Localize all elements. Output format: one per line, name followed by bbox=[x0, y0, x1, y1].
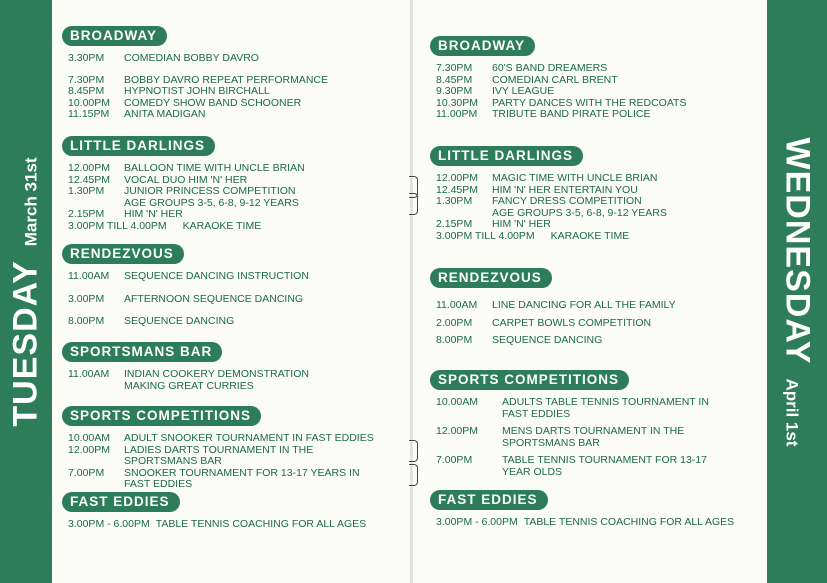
section-rendezvous bbox=[430, 268, 760, 347]
schedule-row: AGE GROUPS 3-5, 6-8, 9-12 YEARS bbox=[124, 196, 299, 209]
section-title: LITTLE DARLINGS bbox=[430, 146, 583, 166]
section-sportsmans-bar bbox=[62, 342, 407, 392]
schedule-row: 9.30PM IVY LEAGUE bbox=[436, 85, 555, 97]
page-fold bbox=[410, 0, 413, 583]
wednesday-band bbox=[767, 0, 827, 583]
schedule-row: 11.00AM INDIAN COOKERY DEMONSTRATION bbox=[68, 368, 309, 380]
schedule-row: 10.00PM COMEDY SHOW BAND SCHOONER bbox=[68, 96, 302, 109]
day-title: WEDNESDAY bbox=[778, 137, 817, 364]
section-sports-competitions bbox=[430, 370, 760, 478]
section-title: SPORTS COMPETITIONS bbox=[62, 406, 261, 426]
staple-bottom-lower bbox=[409, 464, 418, 486]
schedule-row: 11.00AM LINE DANCING FOR ALL THE FAMILY bbox=[436, 299, 676, 311]
schedule-row: 3.00PM - 6.00PM TABLE TENNIS COACHING FOR ALL AGES bbox=[68, 518, 367, 530]
section-title: FAST EDDIES bbox=[430, 490, 548, 510]
schedule-row: 2.15PM HIM 'N' HER bbox=[436, 218, 551, 230]
schedule-row: 3.00PM - 6.00PM TABLE TENNIS COACHING FOR ALL AGES bbox=[436, 516, 735, 528]
section-little-darlings bbox=[430, 146, 760, 242]
schedule-row: SPORTSMANS BAR bbox=[502, 436, 600, 449]
schedule-row: FAST EDDIES bbox=[502, 407, 571, 420]
schedule-row: FAST EDDIES bbox=[124, 478, 193, 490]
schedule-row: 3.00PM TILL 4.00PM KARAOKE TIME bbox=[68, 219, 262, 232]
section-title: SPORTSMANS BAR bbox=[62, 342, 222, 362]
section-title: FAST EDDIES bbox=[62, 492, 180, 512]
schedule-row: 11.15PM ANITA MADIGAN bbox=[68, 108, 206, 120]
schedule-row: AGE GROUPS 3-5, 6-8, 9-12 YEARS bbox=[492, 206, 667, 219]
schedule-row: 3.00PM TILL 4.00PM KARAOKE TIME bbox=[436, 229, 630, 242]
staple-bottom bbox=[409, 440, 418, 462]
staple-top-lower bbox=[409, 193, 418, 215]
schedule-row: 7.00PM TABLE TENNIS TOURNAMENT FOR 13-17 bbox=[436, 454, 707, 466]
day-date: March 31st bbox=[21, 156, 41, 246]
section-title: RENDEZVOUS bbox=[430, 268, 552, 288]
schedule-row: 12.45PM VOCAL DUO HIM 'N' HER bbox=[68, 173, 248, 186]
schedule-row: 11.00AM SEQUENCE DANCING INSTRUCTION bbox=[68, 270, 309, 282]
schedule-row: YEAR OLDS bbox=[502, 465, 563, 478]
tuesday-band bbox=[0, 0, 52, 583]
schedule-row: 2.15PM HIM 'N' HER bbox=[68, 208, 183, 220]
schedule-row: 8.45PM HYPNOTIST JOHN BIRCHALL bbox=[68, 85, 270, 97]
section-fast-eddies bbox=[62, 492, 407, 531]
day-date: April 1st bbox=[782, 377, 802, 446]
schedule-row: 11.00PM TRIBUTE BAND PIRATE POLICE bbox=[436, 108, 651, 120]
section-title: BROADWAY bbox=[430, 36, 535, 56]
schedule-row: 3.30PM COMEDIAN BOBBY DAVRO bbox=[68, 52, 259, 64]
schedule-row: SPORTSMANS BAR bbox=[124, 455, 222, 467]
section-title: LITTLE DARLINGS bbox=[62, 136, 215, 156]
schedule-row: 8.00PM SEQUENCE DANCING bbox=[68, 315, 235, 327]
schedule-row: 10.00AM ADULT SNOOKER TOURNAMENT IN FAST EDDIES bbox=[68, 432, 374, 444]
schedule-row: 12.45PM HIM 'N' HER ENTERTAIN YOU bbox=[436, 183, 638, 196]
schedule-row: MAKING GREAT CURRIES bbox=[124, 379, 254, 392]
section-title: RENDEZVOUS bbox=[62, 244, 184, 264]
section-broadway bbox=[430, 36, 760, 121]
schedule-row: 12.00PM MENS DARTS TOURNAMENT IN THE bbox=[436, 425, 685, 437]
section-rendezvous bbox=[62, 244, 407, 328]
section-little-darlings bbox=[62, 136, 407, 232]
section-fast-eddies bbox=[430, 490, 760, 529]
schedule-row: 7.30PM 60'S BAND DREAMERS bbox=[436, 62, 608, 74]
schedule-row: 8.00PM SEQUENCE DANCING bbox=[436, 334, 603, 346]
schedule-row: 2.00PM CARPET BOWLS COMPETITION bbox=[436, 316, 652, 329]
schedule-row: 10.30PM PARTY DANCES WITH THE REDCOATS bbox=[436, 96, 687, 109]
day-title: TUESDAY bbox=[6, 259, 45, 427]
section-title: SPORTS COMPETITIONS bbox=[430, 370, 629, 390]
schedule-row: 1.30PM JUNIOR PRINCESS COMPETITION bbox=[68, 185, 296, 197]
schedule-row: 12.00PM BALLOON TIME WITH UNCLE BRIAN bbox=[68, 162, 305, 174]
schedule-row: 12.00PM MAGIC TIME WITH UNCLE BRIAN bbox=[436, 172, 658, 184]
section-broadway bbox=[62, 26, 407, 121]
section-sports-competitions bbox=[62, 406, 407, 491]
schedule-row: 3.00PM AFTERNOON SEQUENCE DANCING bbox=[68, 292, 304, 305]
schedule-row: 7.30PM BOBBY DAVRO REPEAT PERFORMANCE bbox=[68, 73, 329, 86]
schedule-row: 8.45PM COMEDIAN CARL BRENT bbox=[436, 73, 618, 86]
schedule-row: 1.30PM FANCY DRESS COMPETITION bbox=[436, 195, 642, 207]
section-title: BROADWAY bbox=[62, 26, 167, 46]
schedule-row: 10.00AM ADULTS TABLE TENNIS TOURNAMENT IN bbox=[436, 396, 709, 408]
schedule-row: 7.00PM SNOOKER TOURNAMENT FOR 13-17 YEARS IN bbox=[68, 466, 360, 479]
schedule-row: 12.00PM LADIES DARTS TOURNAMENT IN THE bbox=[68, 443, 314, 456]
